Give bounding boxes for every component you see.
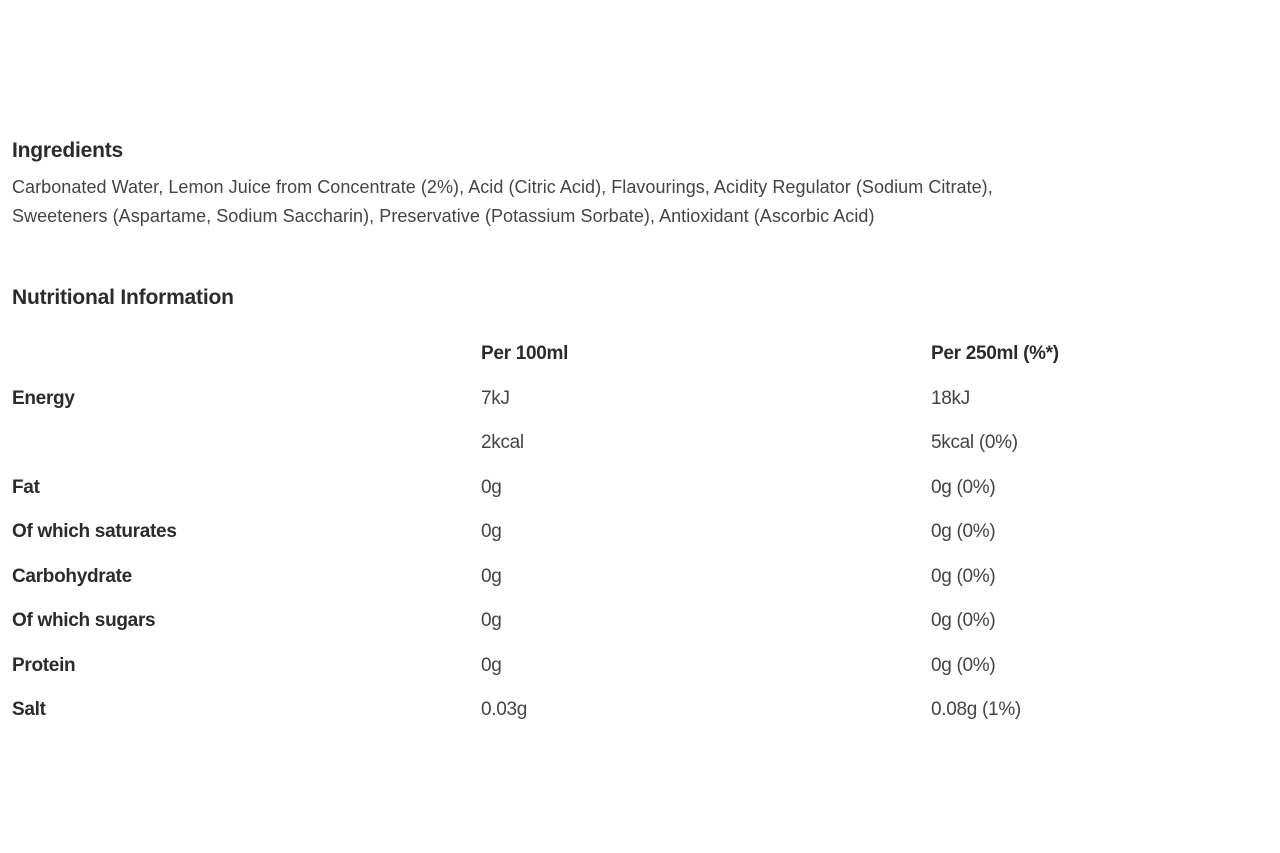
nutrient-label: Protein [12,654,76,676]
table-row [12,377,1261,422]
column-header-per-250ml: Per 250ml (%*) [931,343,1059,365]
per-100ml-value: 0g [481,565,502,587]
nutrient-label: Of which sugars [12,610,156,632]
table-row [12,555,1261,600]
per-250ml-value: 0g (0%) [931,565,996,587]
per-250ml-value: 18kJ [931,387,970,409]
per-250ml-value: 0g (0%) [931,610,996,632]
nutrient-label [12,421,481,466]
nutrition-heading: Nutritional Information [12,286,234,309]
table-row [12,644,1261,689]
per-100ml-value: 0.03g [481,699,528,721]
ingredients-heading: Ingredients [12,139,123,162]
per-250ml-value: 0.08g (1%) [931,699,1021,721]
table-row [12,688,1261,733]
ingredients-text-line-2: Sweeteners (Aspartame, Sodium Saccharin), Preservative (Potassium Sorbate), Antioxidant (Ascorbic Acid) [12,206,875,226]
per-100ml-value: 0g [481,476,502,498]
ingredients-section [12,138,1274,231]
per-100ml-value: 0g [481,521,502,543]
nutrition-table [12,332,1261,733]
column-header-per-100ml: Per 100ml [481,343,569,365]
per-100ml-value: 2kcal [481,432,524,454]
table-row [12,466,1261,511]
per-100ml-value: 7kJ [481,387,510,409]
per-100ml-value: 0g [481,654,502,676]
column-header-nutrient [12,332,481,377]
per-100ml-value: 0g [481,610,502,632]
per-250ml-value: 0g (0%) [931,654,996,676]
nutrient-label: Energy [12,387,75,409]
nutrition-section [12,285,1274,733]
ingredients-text-line-1: Carbonated Water, Lemon Juice from Concentrate (2%), Acid (Citric Acid), Flavourings, Acidity Regulator (Sodium Citrate), [12,177,993,197]
table-row [12,599,1261,644]
ingredients-text [12,173,1274,231]
per-250ml-value: 5kcal (0%) [931,432,1018,454]
table-row [12,421,1261,466]
per-250ml-value: 0g (0%) [931,521,996,543]
nutrient-label: Fat [12,476,40,498]
nutrient-label: Of which saturates [12,521,177,543]
nutrient-label: Carbohydrate [12,565,132,587]
table-row [12,510,1261,555]
nutrient-label: Salt [12,699,46,721]
table-header-row [12,332,1261,377]
per-250ml-value: 0g (0%) [931,476,996,498]
